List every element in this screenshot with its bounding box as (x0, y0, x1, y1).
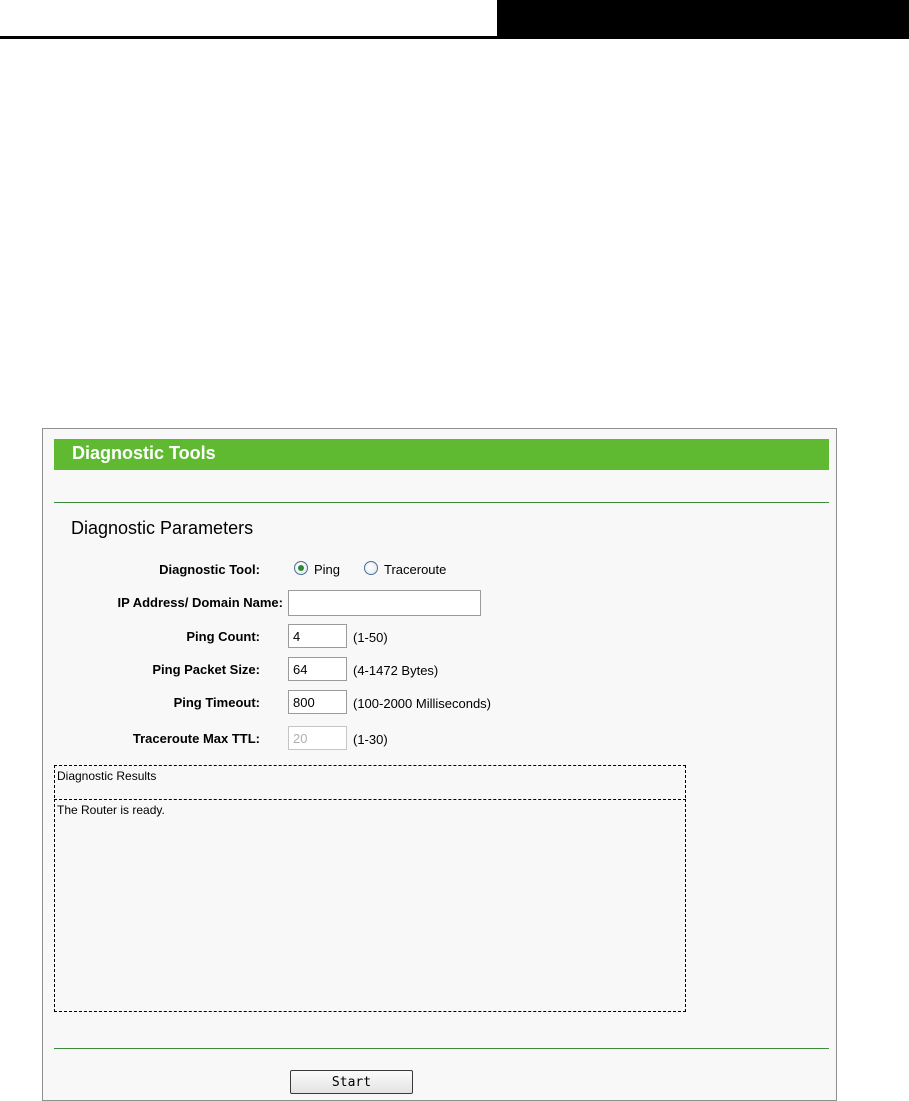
ping-count-row (43, 624, 838, 648)
document-header-bar (497, 0, 909, 39)
ping-packet-size-input[interactable] (288, 657, 347, 681)
ping-timeout-input[interactable] (288, 690, 347, 714)
ip-address-label: IP Address/ Domain Name: (117, 595, 283, 610)
ping-timeout-row (43, 690, 838, 714)
start-button[interactable]: Start (290, 1070, 413, 1094)
traceroute-max-ttl-row (43, 726, 838, 750)
traceroute-max-ttl-hint: (1-30) (353, 732, 388, 747)
ping-count-input[interactable] (288, 624, 347, 648)
diagnostic-tool-row (43, 557, 838, 581)
ping-radio[interactable] (294, 561, 308, 575)
ping-timeout-hint: (100-2000 Milliseconds) (353, 696, 492, 711)
results-text: The Router is ready. (57, 803, 165, 817)
diagnostic-tool-label: Diagnostic Tool: (159, 562, 260, 577)
traceroute-max-ttl-label: Traceroute Max TTL: (132, 731, 260, 746)
ping-timeout-label: Ping Timeout: (173, 695, 260, 710)
ping-packet-size-hint: (4-1472 Bytes) (353, 663, 439, 678)
results-heading: Diagnostic Results (54, 765, 686, 978)
ip-address-input[interactable] (288, 590, 481, 616)
traceroute-radio[interactable] (364, 561, 378, 575)
ping-packet-size-row (43, 657, 838, 681)
ping-count-label: Ping Count: (186, 629, 260, 644)
top-divider (54, 502, 829, 503)
parameters-heading: Diagnostic Parameters (71, 518, 254, 538)
traceroute-max-ttl-input (288, 726, 347, 750)
radio-selected-dot (298, 565, 304, 571)
ip-address-row (43, 590, 838, 614)
document-header-rule (0, 36, 497, 39)
results-box (54, 799, 686, 1012)
diagnostic-tools-panel (42, 428, 837, 1101)
bottom-divider (54, 1048, 829, 1049)
page-title-bar (54, 439, 829, 470)
page-title: Diagnostic Tools (72, 443, 216, 463)
ping-radio-label[interactable]: Ping (314, 562, 341, 577)
ping-count-hint: (1-50) (353, 630, 388, 645)
traceroute-radio-label[interactable]: Traceroute (384, 562, 447, 577)
ping-packet-size-label: Ping Packet Size: (152, 662, 260, 677)
